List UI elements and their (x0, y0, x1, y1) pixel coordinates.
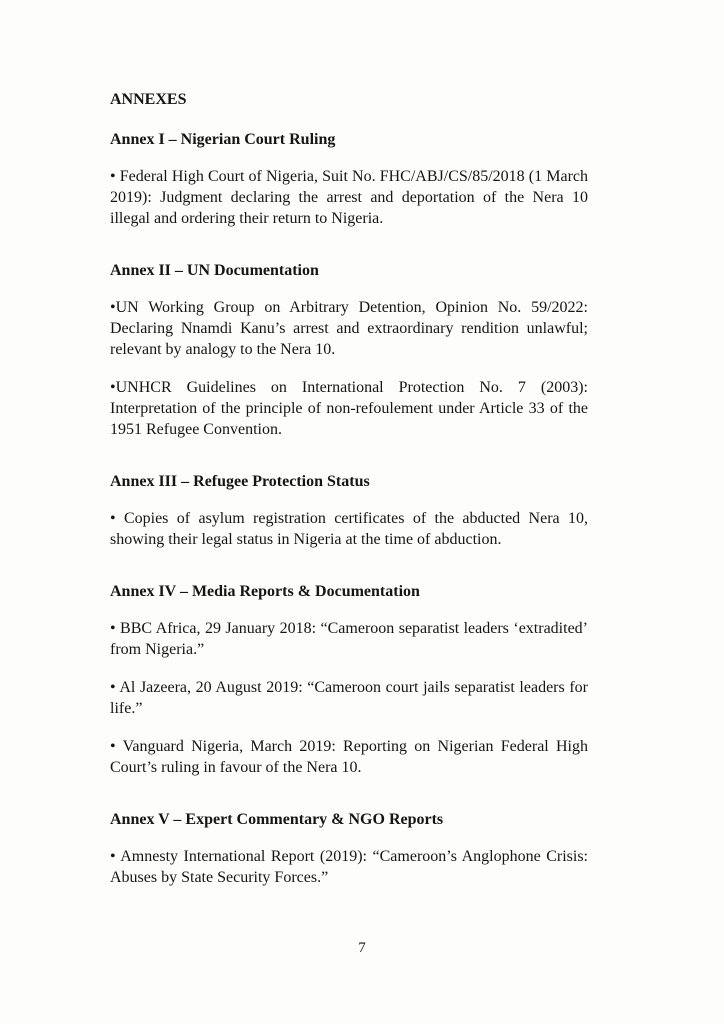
annex-item: • Al Jazeera, 20 August 2019: “Cameroon court jails separatist leaders for life.” (110, 679, 588, 717)
annex-title: Annex IV – Media Reports & Documentation (110, 583, 420, 600)
annex-section-4 (110, 580, 588, 778)
annex-section-5 (110, 808, 588, 888)
annex-item: • Federal High Court of Nigeria, Suit No. FHC/ABJ/CS/85/2018 (1 March 2019): Judgment declaring the arrest and deportation of the Nera 10 illegal and ordering their return to Nigeria. (110, 168, 588, 227)
annex-section-1 (110, 128, 588, 229)
annex-item: •UNHCR Guidelines on International Protection No. 7 (2003): Interpretation of the principle of non-refoulement under Article 33 of the 1951 Refugee Convention. (110, 379, 588, 438)
annex-title: Annex II – UN Documentation (110, 262, 319, 279)
page-number: 7 (358, 940, 366, 956)
annex-item: • Vanguard Nigeria, March 2019: Reporting on Nigerian Federal High Court’s ruling in favour of the Nera 10. (110, 738, 588, 776)
page-title: ANNEXES (110, 91, 187, 108)
annex-title: Annex I – Nigerian Court Ruling (110, 131, 336, 148)
annex-section-2 (110, 259, 588, 440)
annex-title: Annex V – Expert Commentary & NGO Reports (110, 811, 444, 828)
annex-item: •UN Working Group on Arbitrary Detention, Opinion No. 59/2022: Declaring Nnamdi Kanu’s arrest and extraordinary rendition unlawful; relevant by analogy to the Nera 10. (110, 299, 588, 358)
annex-title: Annex III – Refugee Protection Status (110, 473, 370, 490)
annex-item: • Amnesty International Report (2019): “Cameroon’s Anglophone Crisis: Abuses by State Security Forces.” (110, 848, 588, 886)
annex-item: • Copies of asylum registration certificates of the abducted Nera 10, showing their legal status in Nigeria at the time of abduction. (110, 510, 588, 548)
annex-section-3 (110, 470, 588, 550)
annex-item: • BBC Africa, 29 January 2018: “Cameroon separatist leaders ‘extradited’ from Nigeria.” (110, 620, 588, 658)
document-page (110, 88, 588, 888)
